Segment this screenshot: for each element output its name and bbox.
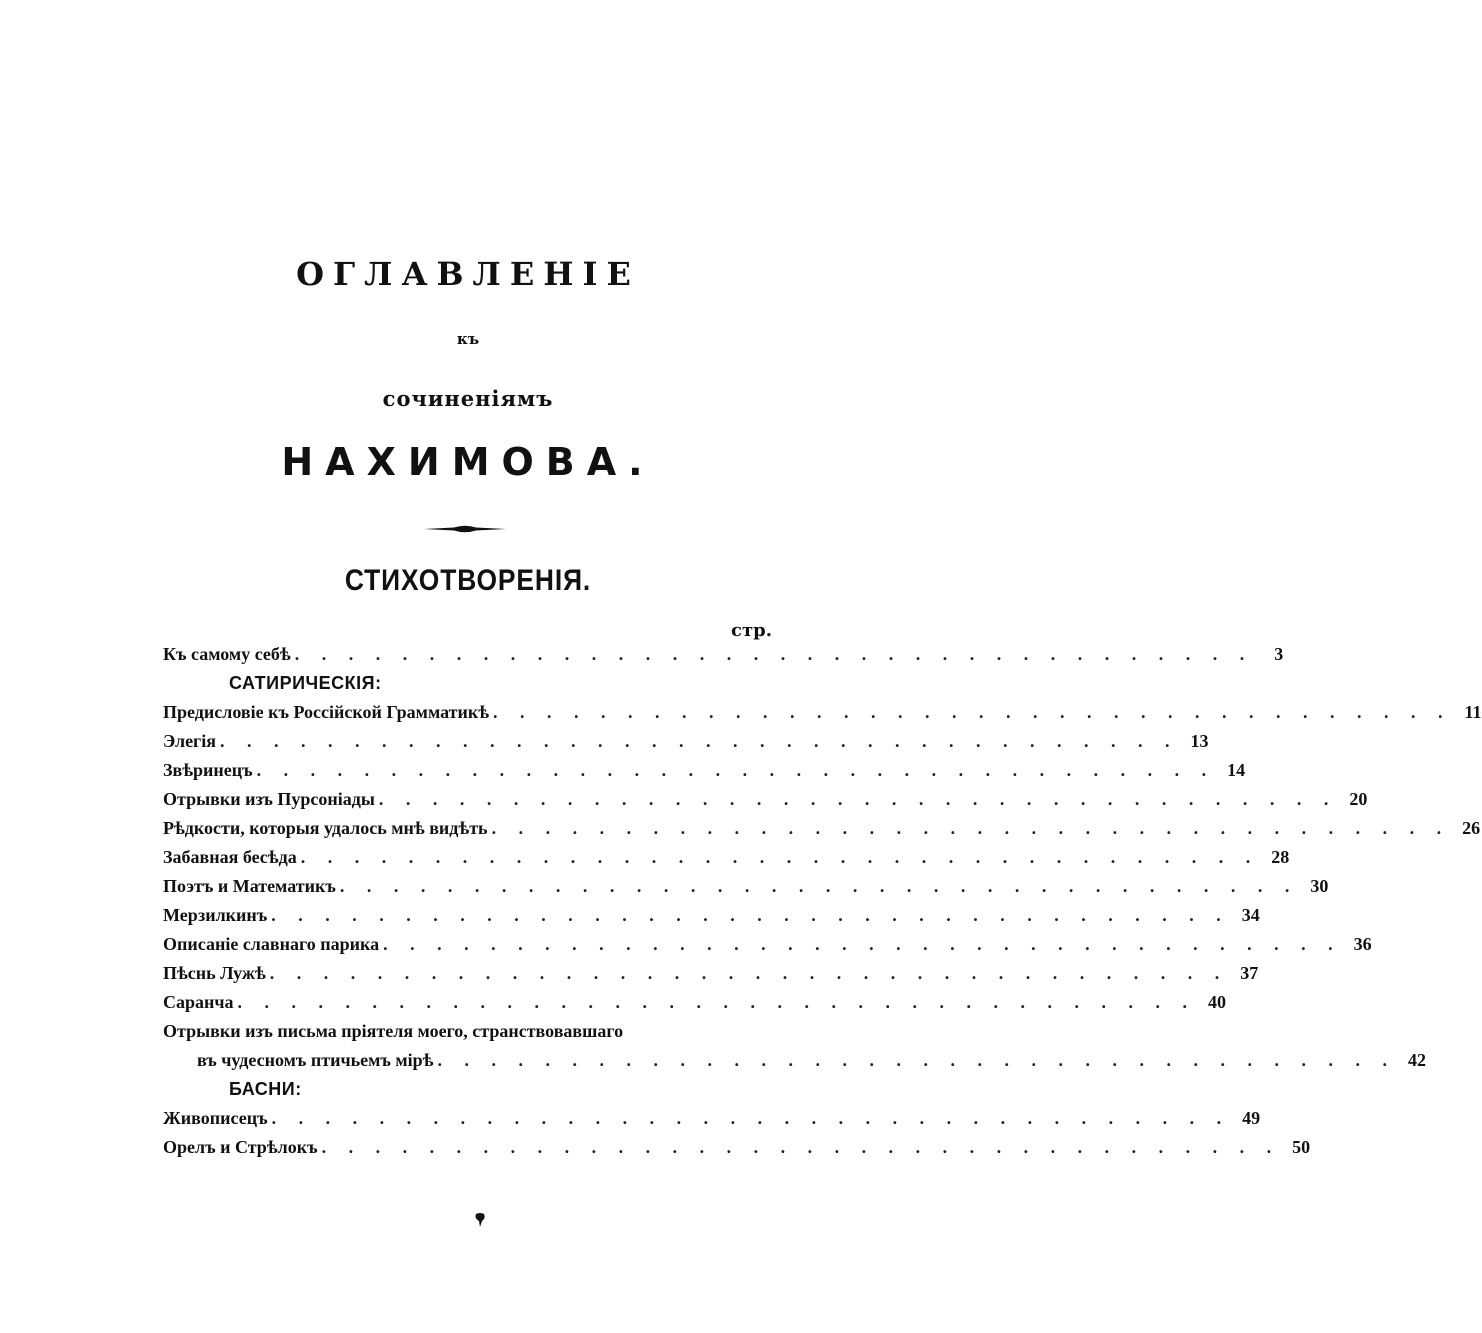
leader-dots: . . . . . . . . . . . . . . . . . . . . . . . . . . . . . . . . . . . . bbox=[269, 963, 1229, 983]
section-title: СТИХОТВОРЕНIЯ. bbox=[344, 564, 592, 597]
toc-entry-page: 42 bbox=[1407, 1050, 1426, 1070]
leader-dots: . . . . . . . . . . . . . . . . . . . . . . . . . . . . . . . . . . . . bbox=[383, 934, 1342, 954]
toc-entry-title: Описанiе славнаго парика bbox=[163, 934, 380, 954]
works-line: сочиненiямъ bbox=[382, 386, 554, 411]
toc-entry-title: Къ самому себѣ bbox=[163, 644, 291, 664]
leader-dots: . . . . . . . . . . . . . . . . . . . . . . . . . . . . . . . . . . . . bbox=[493, 702, 1452, 722]
leader-dots: . . . . . . . . . . . . . . . . . . . . . . . . . . . . . . . . . . . . bbox=[294, 644, 1254, 664]
toc-entry-title: Отрывки изъ Пурсонiады bbox=[163, 789, 375, 809]
toc-entry-letter-line2[interactable] bbox=[163, 1050, 1426, 1079]
toc-entry-title: Мерзилкинъ bbox=[163, 905, 268, 925]
toc-entry-page: 3 bbox=[1274, 644, 1284, 664]
author-name: НАХИМОВА. bbox=[281, 440, 655, 484]
toc-entry-title: Элегiя bbox=[163, 731, 216, 751]
leader-dots: . . . . . . . . . . . . . . . . . . . . . . . . . . . . . . . . . . . . bbox=[271, 1108, 1231, 1128]
toc-entry-page: 40 bbox=[1208, 992, 1227, 1012]
toc-entry[interactable] bbox=[163, 876, 1329, 905]
toc-entry-page: 36 bbox=[1353, 934, 1372, 954]
toc-entry[interactable] bbox=[163, 644, 1284, 673]
leader-dots: . . . . . . . . . . . . . . . . . . . . . . . . . . . . . . . . . . . . bbox=[491, 818, 1451, 838]
leader-dots: . . . . . . . . . . . . . . . . . . . . . . . . . . . . . . . . . . . . bbox=[271, 905, 1230, 925]
toc-entry-page: 26 bbox=[1462, 818, 1481, 838]
category-heading-satirical: САТИРИЧЕСКIЯ: bbox=[229, 673, 382, 693]
leader-dots: . . . . . . . . . . . . . . . . . . . . . . . . . . . . . . . . . . . . bbox=[437, 1050, 1396, 1070]
toc-entry[interactable] bbox=[163, 1137, 1311, 1166]
toc-entry[interactable] bbox=[163, 934, 1372, 963]
toc-entry[interactable] bbox=[163, 760, 1246, 789]
divider-ornament bbox=[424, 524, 506, 534]
toc-entry[interactable] bbox=[163, 702, 1482, 731]
printer-mark-icon bbox=[473, 1212, 487, 1228]
toc-entry-page: 50 bbox=[1292, 1137, 1311, 1157]
toc-entry-title: Предисловiе къ Россiйской Грамматикѣ bbox=[163, 702, 489, 722]
toc-entry-page: 14 bbox=[1227, 760, 1246, 780]
toc-entry[interactable] bbox=[163, 818, 1481, 847]
toc-entry[interactable] bbox=[163, 847, 1290, 876]
toc-entry[interactable] bbox=[163, 1108, 1261, 1137]
toc-entry-title: въ чудесномъ птичьемъ мiрѣ bbox=[197, 1050, 434, 1070]
toc-entry-title: Пѣснь Лужѣ bbox=[163, 963, 266, 983]
toc-entry-page: 37 bbox=[1240, 963, 1259, 983]
toc-entry-page: 11 bbox=[1464, 702, 1482, 722]
leader-dots: . . . . . . . . . . . . . . . . . . . . . . . . . . . . . . . . . . . . bbox=[256, 760, 1216, 780]
toc-entry-title: Саранча bbox=[163, 992, 234, 1012]
toc-entry-page: 30 bbox=[1310, 876, 1329, 896]
leader-dots: . . . . . . . . . . . . . . . . . . . . . . . . . . . . . . . . . . . . bbox=[321, 1137, 1281, 1157]
toc-entry-page: 34 bbox=[1241, 905, 1260, 925]
preposition-line: къ bbox=[456, 330, 480, 348]
toc-entry[interactable] bbox=[163, 963, 1259, 992]
toc-entry-page: 49 bbox=[1242, 1108, 1261, 1128]
toc-entry-letter-line1[interactable]: Отрывки изъ письма прiятеля моего, странствовавшаго bbox=[163, 1021, 624, 1041]
toc-entry-page: 20 bbox=[1349, 789, 1368, 809]
contents-title: ОГЛАВЛЕНIЕ bbox=[296, 255, 640, 293]
toc-entry[interactable] bbox=[163, 789, 1368, 818]
leader-dots: . . . . . . . . . . . . . . . . . . . . . . . . . . . . . . . . . . . . bbox=[378, 789, 1338, 809]
toc-entry-page: 28 bbox=[1271, 847, 1290, 867]
table-of-contents bbox=[163, 644, 1482, 1166]
toc-entry-title: Рѣдкости, которыя удалось мнѣ видѣть bbox=[163, 818, 488, 838]
leader-dots: . . . . . . . . . . . . . . . . . . . . . . . . . . . . . . . . . . . . bbox=[339, 876, 1299, 896]
leader-dots: . . . . . . . . . . . . . . . . . . . . . . . . . . . . . . . . . . . . bbox=[219, 731, 1179, 751]
toc-entry-title: Поэтъ и Математикъ bbox=[163, 876, 336, 896]
toc-entry-title: Орелъ и Стрѣлокъ bbox=[163, 1137, 318, 1157]
toc-entry-title: Забавная бесѣда bbox=[163, 847, 297, 867]
toc-entry-title: Звѣринецъ bbox=[163, 760, 253, 780]
toc-entry[interactable] bbox=[163, 992, 1227, 1021]
toc-entry[interactable] bbox=[163, 731, 1209, 760]
toc-entry-page: 13 bbox=[1190, 731, 1209, 751]
page-column-header: стр. bbox=[731, 620, 772, 641]
leader-dots: . . . . . . . . . . . . . . . . . . . . . . . . . . . . . . . . . . . . bbox=[300, 847, 1260, 867]
category-heading-fables: БАСНИ: bbox=[229, 1079, 302, 1099]
leader-dots: . . . . . . . . . . . . . . . . . . . . . . . . . . . . . . . . . . . . bbox=[237, 992, 1197, 1012]
toc-entry-title: Живописецъ bbox=[163, 1108, 268, 1128]
toc-entry[interactable] bbox=[163, 905, 1260, 934]
